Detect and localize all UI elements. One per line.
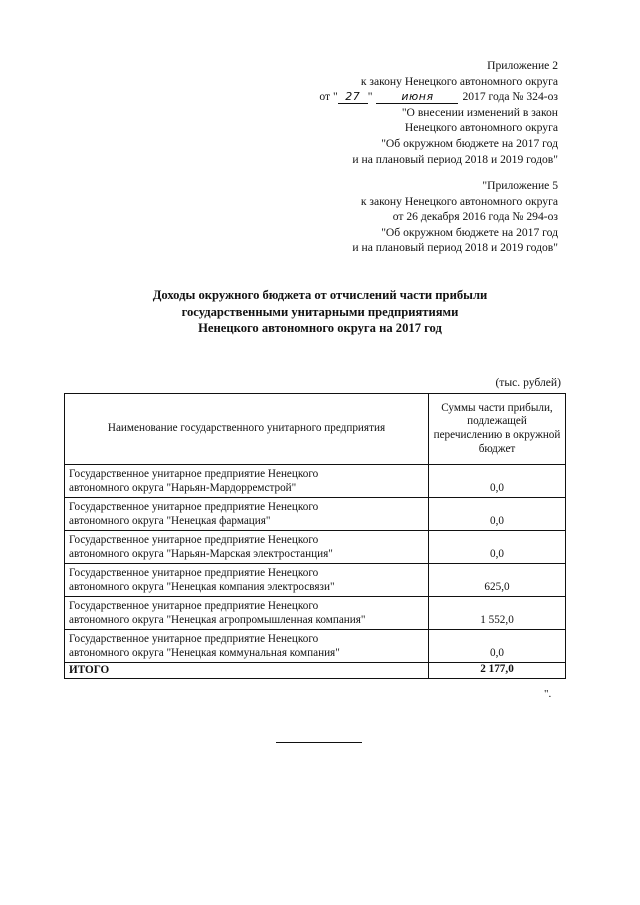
table-row [65,531,566,564]
appendix-5-line: от 26 декабря 2016 года № 294-оз [392,210,558,224]
total-label: ИТОГО [65,663,429,679]
appendix-2-line: и на плановый период 2018 и 2019 годов" [352,152,558,166]
title-line: Ненецкого автономного округа на 2017 год [198,321,442,335]
enterprise-name-line: Государственное унитарное предприятие Ненецкого [69,533,319,546]
enterprise-name-line: автономного округа "Ненецкая агропромышленная компания" [69,613,366,626]
date-prefix: от " [319,90,338,104]
table-row [65,630,566,663]
appendix-2-line: Ненецкого автономного округа [404,121,558,135]
enterprise-name [65,465,429,498]
enterprise-name [65,564,429,597]
enterprise-name-line: автономного округа "Нарьян-Марская электростанция" [69,547,333,560]
enterprise-name-line: Государственное унитарное предприятие Ненецкого [69,467,319,480]
profit-value: 0,0 [429,630,566,663]
enterprise-name-line: автономного округа "Ненецкая компания электросвязи" [69,580,335,593]
enterprise-name-line: Государственное унитарное предприятие Ненецкого [69,500,319,513]
appendix-2-line: Приложение 2 [487,59,558,72]
total-row [65,663,566,679]
header-profit-sum: Суммы части прибыли, подлежащей перечислению в окружной бюджет [429,394,566,465]
document-title [0,287,640,337]
enterprise-name-line: автономного округа "Нарьян-Мардорремстрой" [69,481,297,494]
handwritten-month: июня [376,91,458,104]
appendix-5-header [352,178,558,256]
appendix-5-line: и на плановый период 2018 и 2019 годов" [352,241,558,255]
table-row [65,498,566,531]
enterprise-name-line: автономного округа "Ненецкая коммунальная компания" [69,646,340,659]
appendix-2-date-line [319,89,558,105]
closing-quote-mark: ". [544,688,552,700]
date-mid: " [367,90,373,104]
table-row [65,465,566,498]
appendix-2-line: к закону Ненецкого автономного округа [360,74,558,88]
appendix-5-line: к закону Ненецкого автономного округа [360,194,558,208]
table-header-row [65,394,566,465]
profit-value: 625,0 [429,564,566,597]
enterprise-name [65,597,429,630]
appendix-2-line: "Об окружном бюджете на 2017 год [381,136,558,150]
enterprise-name [65,630,429,663]
profit-value: 1 552,0 [429,597,566,630]
title-line: Доходы окружного бюджета от отчислений части прибыли [152,288,488,302]
end-divider-line [276,742,362,743]
enterprise-name-line: Государственное унитарное предприятие Ненецкого [69,566,319,579]
profit-value: 0,0 [429,531,566,564]
handwritten-day: 27 [338,91,368,104]
date-suffix: 2017 года № 324-оз [462,90,558,104]
total-value: 2 177,0 [429,663,566,679]
enterprise-name-line: Государственное унитарное предприятие Ненецкого [69,632,319,645]
units-label: (тыс. рублей) [495,376,561,389]
appendix-2-header [319,58,558,167]
title-line: государственными унитарными предприятиями [181,304,459,319]
revenue-table [64,393,566,679]
appendix-5-line: "Приложение 5 [482,179,558,192]
profit-value: 0,0 [429,465,566,498]
header-enterprise-name: Наименование государственного унитарного предприятия [65,394,429,465]
appendix-2-line: "О внесении изменений в закон [401,105,558,119]
enterprise-name [65,498,429,531]
enterprise-name [65,531,429,564]
appendix-5-line: "Об окружном бюджете на 2017 год [381,225,558,239]
profit-value: 0,0 [429,498,566,531]
table-row [65,564,566,597]
enterprise-name-line: Государственное унитарное предприятие Ненецкого [69,599,319,612]
enterprise-name-line: автономного округа "Ненецкая фармация" [69,514,271,527]
table-row [65,597,566,630]
